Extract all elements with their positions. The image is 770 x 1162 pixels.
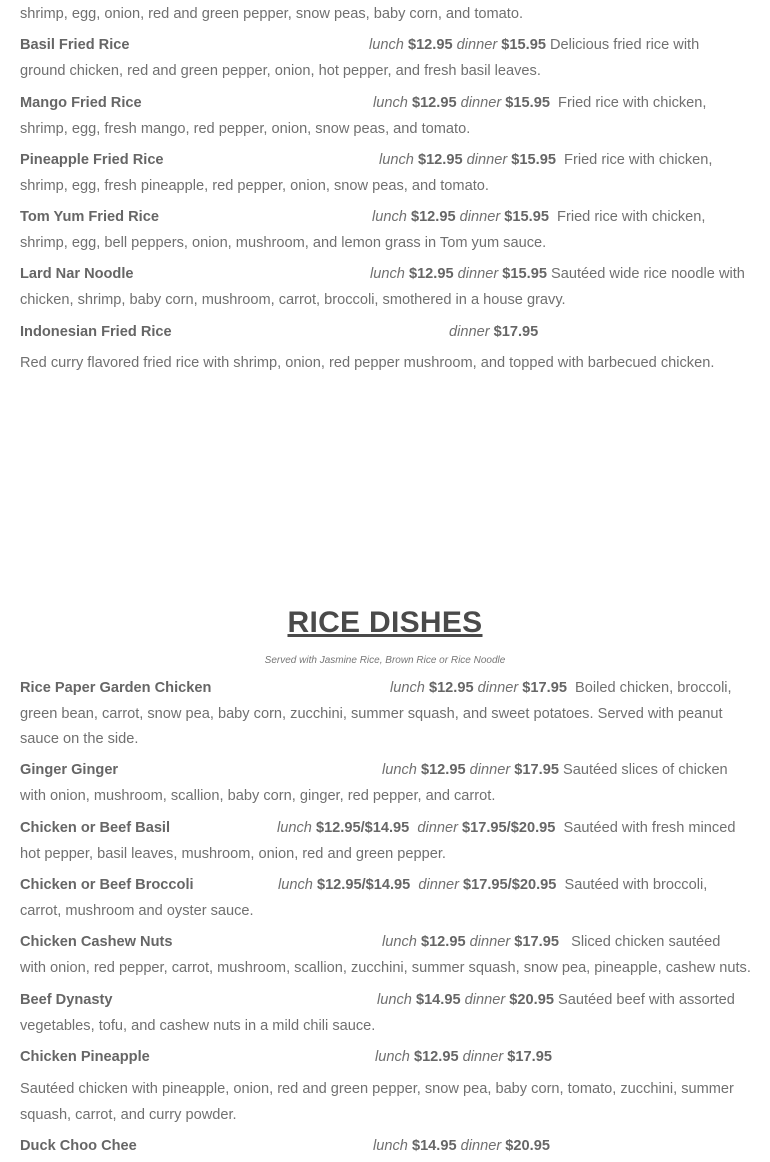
lunch-price: $14.95: [411, 1138, 457, 1154]
menu-item-name: Lard Nar Noodle: [20, 266, 134, 282]
dinner-label: dinner: [456, 37, 498, 53]
lunch-price: $12.95: [410, 209, 456, 225]
dinner-label: dinner: [460, 1138, 502, 1154]
menu-item-description: Sautéed chicken with pineapple, onion, red and green pepper, snow pea, baby corn, tomato, zucchini, summer squash, carrot, and curry powder.: [20, 1081, 734, 1123]
dinner-label: dinner: [469, 934, 511, 950]
dinner-label: dinner: [464, 992, 506, 1008]
lunch-price: $12.95: [408, 266, 454, 282]
section-title: RICE DISHES: [287, 606, 483, 639]
dinner-label: dinner: [449, 324, 490, 340]
menu-item-prices: [373, 1134, 550, 1160]
lunch-label: lunch: [377, 992, 412, 1008]
menu-item: [20, 148, 752, 199]
lunch-label: lunch: [375, 1049, 410, 1065]
menu-item: [20, 930, 752, 981]
lunch-label: lunch: [373, 1138, 408, 1154]
menu-item-name: Chicken or Beef Broccoli: [20, 877, 194, 893]
lunch-price: $14.95: [415, 992, 461, 1008]
menu-item: [20, 988, 752, 1039]
menu-item-description-start: Sautéed slices of chicken: [563, 762, 728, 778]
menu-item-description-start: Delicious fried rice with: [550, 37, 700, 53]
lunch-price: $12.95/$14.95: [315, 820, 410, 836]
menu-item-name: Rice Paper Garden Chicken: [20, 680, 212, 696]
dinner-label: dinner: [417, 820, 458, 836]
menu-item: [20, 205, 752, 256]
dinner-price: $20.95: [505, 1138, 550, 1154]
menu-item: [20, 91, 752, 142]
dinner-label: dinner: [460, 95, 502, 111]
menu-item-description: shrimp, egg, fresh mango, red pepper, onion, snow peas, and tomato.: [20, 120, 471, 137]
lunch-label: lunch: [278, 877, 313, 893]
dinner-label: dinner: [418, 877, 459, 893]
menu-item: [20, 262, 752, 313]
menu-item-description-start: Sliced chicken sautéed: [571, 934, 721, 950]
menu-item-prices: [370, 262, 745, 288]
menu-item-description: ground chicken, red and green pepper, onion, hot pepper, and fresh basil leaves.: [20, 62, 541, 79]
lunch-price: $12.95: [411, 95, 457, 111]
menu-item: [20, 758, 752, 809]
lunch-label: lunch: [390, 680, 425, 696]
lunch-label: lunch: [373, 95, 408, 111]
menu-item-description: with onion, red pepper, carrot, mushroom, scallion, zucchini, summer squash, snow pea, pineapple, cashew nuts.: [20, 959, 751, 976]
menu-item-prices: [449, 320, 538, 346]
menu-item-name: Chicken Pineapple: [20, 1049, 150, 1065]
menu-item: [20, 1134, 752, 1160]
menu-item-name: Basil Fried Rice: [20, 37, 130, 53]
menu-item-prices: [373, 91, 706, 117]
dinner-label: dinner: [477, 680, 519, 696]
dinner-price: $17.95: [522, 680, 567, 696]
menu-item: [20, 1045, 752, 1071]
lunch-price: $12.95/$14.95: [316, 877, 411, 893]
dinner-price: $15.95: [504, 209, 549, 225]
lunch-price: $12.95: [420, 762, 466, 778]
lunch-price: $12.95: [407, 37, 453, 53]
menu-item: [20, 33, 752, 84]
dinner-price: $17.95/$20.95: [462, 820, 556, 836]
lunch-label: lunch: [372, 209, 407, 225]
dinner-price: $17.95: [507, 1049, 552, 1065]
menu-item: [20, 320, 752, 346]
menu-item-description-start: Sautéed beef with assorted: [558, 992, 735, 1008]
lunch-label: lunch: [370, 266, 405, 282]
lunch-price: $12.95: [428, 680, 474, 696]
dinner-label: dinner: [457, 266, 499, 282]
menu-item-description: shrimp, egg, fresh pineapple, red pepper, onion, snow peas, and tomato.: [20, 177, 489, 194]
lunch-price: $12.95: [420, 934, 466, 950]
section-subtitle: Served with Jasmine Rice, Brown Rice or Rice Noodle: [264, 655, 506, 666]
dinner-price: $20.95: [509, 992, 554, 1008]
menu-item-name: Ginger Ginger: [20, 762, 119, 778]
lunch-label: lunch: [382, 762, 417, 778]
menu-item-description: hot pepper, basil leaves, mushroom, onion, red and green pepper.: [20, 845, 446, 862]
dinner-price: $15.95: [505, 95, 550, 111]
menu-item-description-start: Boiled chicken, broccoli,: [575, 680, 732, 696]
dinner-price: $15.95: [511, 152, 556, 168]
menu-item-name: Mango Fried Rice: [20, 95, 142, 111]
lunch-label: lunch: [277, 820, 312, 836]
menu-item-description-start: Sautéed wide rice noodle with: [551, 266, 745, 282]
dinner-price: $17.95/$20.95: [463, 877, 557, 893]
menu-item-prices: [369, 33, 699, 59]
dinner-label: dinner: [469, 762, 511, 778]
menu-item-prices: [278, 873, 707, 899]
dinner-price: $17.95: [493, 324, 539, 340]
menu-item-prices: [375, 1045, 552, 1071]
menu-item-description-start: Sautéed with broccoli,: [564, 877, 708, 893]
menu-item-name: Beef Dynasty: [20, 992, 113, 1008]
dinner-label: dinner: [462, 1049, 504, 1065]
menu-item-description: vegetables, tofu, and cashew nuts in a mild chili sauce.: [20, 1017, 376, 1034]
menu-item-name: Pineapple Fried Rice: [20, 152, 164, 168]
menu-item-description: with onion, mushroom, scallion, baby corn, ginger, red pepper, and carrot.: [20, 787, 496, 804]
dinner-price: $15.95: [501, 37, 546, 53]
dinner-price: $17.95: [514, 762, 559, 778]
lunch-price: $12.95: [417, 152, 463, 168]
menu-item-description: chicken, shrimp, baby corn, mushroom, carrot, broccoli, smothered in a house gravy.: [20, 291, 566, 308]
dinner-label: dinner: [459, 209, 501, 225]
menu-item-prices: [379, 148, 712, 174]
menu-item-prices: [382, 930, 720, 956]
menu-item: [20, 873, 752, 924]
menu-item-name: Chicken or Beef Basil: [20, 820, 171, 836]
menu-item-description-start: Fried rice with chicken,: [558, 95, 707, 111]
menu-item-prices: [382, 758, 728, 784]
lunch-price: $12.95: [413, 1049, 459, 1065]
lunch-label: lunch: [369, 37, 404, 53]
menu-item-name: Chicken Cashew Nuts: [20, 934, 173, 950]
dinner-price: $15.95: [502, 266, 547, 282]
menu-item-prices: [372, 205, 705, 231]
menu-item-description-start: Fried rice with chicken,: [564, 152, 713, 168]
menu-item-description-start: Fried rice with chicken,: [557, 209, 706, 225]
menu-item-name: Duck Choo Chee: [20, 1138, 137, 1154]
menu-item-description: shrimp, egg, bell peppers, onion, mushroom, and lemon grass in Tom yum sauce.: [20, 234, 547, 251]
menu-item-name: Tom Yum Fried Rice: [20, 209, 159, 225]
menu-item-description: carrot, mushroom and oyster sauce.: [20, 902, 254, 919]
menu-item-description: shrimp, egg, onion, red and green pepper, snow peas, baby corn, and tomato.: [20, 6, 523, 22]
menu-item-description: Red curry flavored fried rice with shrimp, onion, red pepper mushroom, and topped with barbecued chicken.: [20, 355, 715, 371]
dinner-price: $17.95: [514, 934, 559, 950]
lunch-label: lunch: [379, 152, 414, 168]
menu-item-prices: [390, 676, 732, 702]
dinner-label: dinner: [466, 152, 508, 168]
lunch-label: lunch: [382, 934, 417, 950]
menu-item: [20, 676, 752, 753]
menu-item-description: green bean, carrot, snow pea, baby corn, zucchini, summer squash, and sweet potatoes. Served with peanut sauce on the side.: [20, 705, 723, 748]
menu-item-description-start: Sautéed with fresh minced: [563, 820, 736, 836]
menu-item-description-fragment: [20, 2, 752, 28]
menu-item-prices: [277, 816, 735, 842]
menu-item: [20, 816, 752, 867]
menu-item-prices: [377, 988, 735, 1014]
menu-item-name: Indonesian Fried Rice: [20, 324, 172, 340]
